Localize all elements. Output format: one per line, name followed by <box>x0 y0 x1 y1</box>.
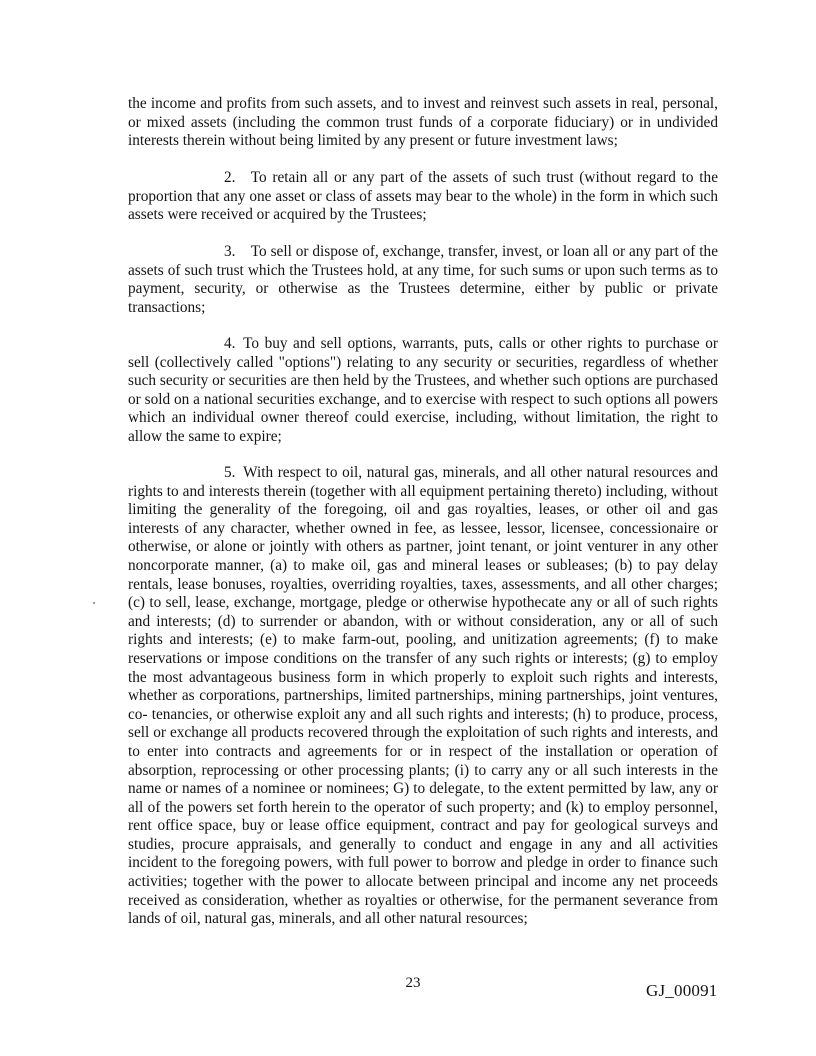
paragraph-5-natural-resources: 5. With respect to oil, natural gas, minerals, and all other natural resources and rights to and interests therein (together with all equipment pertaining thereto) including, without limiting the generality of the foregoing, oil and gas royalties, leases, or other oil and gas interests of any character, whether owned in fee, as lessee, lessor, licensee, concessionaire or otherwise, or alone or jointly with others as partner, joint tenant, or joint venturer in any other noncorporate manner, (a) to make oil, gas and mineral leases or subleases; (b) to pay delay rentals, lease bonuses, royalties, overriding royalties, taxes, assessments, and all other charges; (c) to sell, lease, exchange, mortgage, pledge or otherwise hypothecate any or all of such rights and interests; (d) to surrender or abandon, with or without consideration, any or all of such rights and interests; (e) to make farm-out, pooling, and unitization agreements; (f) to make reservations or impose conditions on the transfer of any such rights or interests; (g) to employ the most advantageous business form in which properly to exploit such rights and interests, whether as corporations, partnerships, limited partnerships, mining partnerships, joint ventures, co- tenancies, or otherwise exploit any and all such rights and interests; (h) to produce, process, sell or exchange all products recovered through the exploitation of such rights and interests, and to enter into contracts and agreements for or in respect of the installation or operation of absorption, reprocessing or other processing plants; (i) to carry any or all such interests in the name or names of a nominee or nominees; G) to delegate, to the extent permitted by law, any or all of the powers set forth herein to the operator of such property; and (k) to employ personnel, rent office space, buy or lease office equipment, contract and pay for geological surveys and studies, procure appraisals, and generally to conduct and engage in any and all activities incident to the foregoing powers, with full power to borrow and pledge in order to finance such activities; together with the power to allocate between principal and income any net proceeds received as consideration, whether as royalties or otherwise, for the permanent severance from lands of oil, natural gas, minerals, and all other natural resources; <box>128 464 718 928</box>
paragraph-3-sell-dispose: 3. To sell or dispose of, exchange, transfer, invest, or loan all or any part of the assets of such trust which the Trustees hold, at any time, for such sums or upon such terms as to payment, security, or otherwise as the Trustees determine, either by public or private transactions; <box>128 243 718 316</box>
paragraph-continuation: the income and profits from such assets, and to invest and reinvest such assets in real, personal, or mixed assets (including the common trust funds of a corporate fiduciary) or in undivided interests therein without being limited by any present or future investment laws; <box>128 95 718 150</box>
bates-number: GJ_00091 <box>646 981 718 1000</box>
page-number: 23 <box>405 975 421 991</box>
scan-speck <box>93 602 95 604</box>
paragraph-4-options: 4. To buy and sell options, warrants, puts, calls or other rights to purchase or sell (collectively called "options") relating to any security or securities, regardless of whether such security or securities are then held by the Trustees, and whether such options are purchased or sold on a national securities exchange, and to exercise with respect to such options all powers which an individual owner thereof could exercise, including, without limitation, the right to allow the same to expire; <box>128 335 718 445</box>
paragraph-2-retain-assets: 2. To retain all or any part of the assets of such trust (without regard to the proportion that any one asset or class of assets may bear to the whole) in the form in which such assets were received or acquired by the Trustees; <box>128 169 718 224</box>
